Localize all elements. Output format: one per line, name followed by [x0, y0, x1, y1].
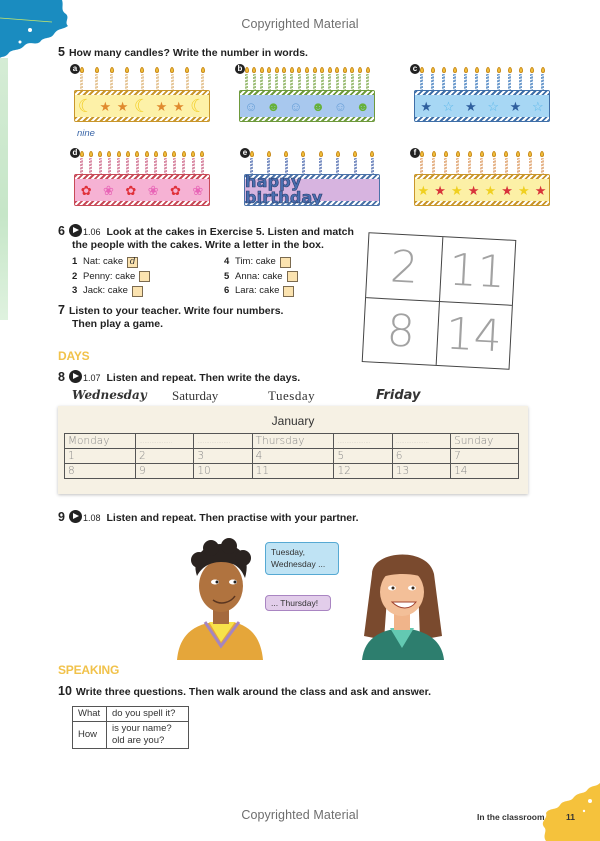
calendar-date: 14	[451, 464, 519, 479]
candle-icon	[171, 66, 174, 90]
boy-illustration	[175, 538, 265, 660]
cake-letter-label: a	[70, 64, 80, 74]
candles-row	[250, 150, 374, 174]
example-answer: nine	[77, 128, 95, 139]
calendar-card	[58, 406, 528, 494]
candle-icon	[283, 66, 286, 90]
bubble-text-line2: Wednesday ...	[271, 559, 326, 569]
question-row	[73, 722, 189, 749]
candle-icon	[328, 66, 331, 90]
question-ending: old are you?	[112, 735, 165, 746]
cake-c	[410, 64, 550, 126]
candle-icon	[164, 150, 167, 174]
grid-number: 8	[385, 304, 417, 358]
decoration-icon: ★	[484, 182, 497, 198]
calendar-week-row	[65, 464, 519, 479]
candle-icon	[420, 150, 423, 174]
candle-icon	[145, 150, 148, 174]
audio-track-number: 1.06	[82, 227, 101, 237]
cake-letter-label: b	[235, 64, 245, 74]
candle-icon	[154, 150, 157, 174]
item-number: 5	[224, 270, 230, 282]
cake-decoration	[415, 95, 549, 117]
item-label: Lara: cake	[235, 285, 280, 296]
decoration-icon: ✿	[80, 182, 92, 198]
candle-icon	[110, 66, 113, 90]
calendar-date: 2	[136, 449, 194, 464]
calendar-day-name: Monday	[65, 434, 136, 449]
candle-icon	[302, 150, 305, 174]
candle-icon	[80, 150, 83, 174]
answer-box[interactable]: d	[127, 257, 138, 268]
candle-icon	[468, 150, 471, 174]
calendar-day-blank[interactable]: ...................	[392, 434, 450, 449]
candle-icon	[156, 66, 159, 90]
candle-icon	[290, 66, 293, 90]
calendar-date: 11	[252, 464, 334, 479]
answer-box[interactable]	[139, 271, 150, 282]
candle-icon	[321, 66, 324, 90]
exercise-number: 10	[58, 684, 72, 698]
unit-title: In the classroom	[477, 812, 545, 822]
candle-icon	[260, 66, 263, 90]
cake-body	[74, 174, 210, 206]
grid-number: 2	[388, 240, 420, 294]
question-table	[72, 706, 189, 749]
item-label: Nat: cake	[83, 256, 124, 267]
cake-decoration	[75, 179, 209, 201]
match-list-right	[224, 255, 298, 299]
decoration-icon: ★	[518, 182, 530, 198]
exercise-instruction-line1: Listen to your teacher. Write four numbers.	[68, 305, 284, 317]
candle-icon	[313, 66, 316, 90]
candle-icon	[442, 66, 445, 90]
candle-icon	[319, 150, 322, 174]
decoration-icon: ☻	[311, 98, 325, 114]
item-label: Anna: cake	[235, 270, 283, 282]
decoration-icon: ❀	[192, 182, 204, 198]
copyright-footer: Copyrighted Material	[241, 808, 359, 822]
dialogue-illustration	[170, 530, 450, 660]
candle-icon	[480, 150, 483, 174]
exercise-7-title-line2: Then play a game.	[72, 318, 164, 330]
decoration-icon: ❀	[103, 182, 114, 198]
candle-icon	[250, 150, 253, 174]
item-number: 3	[72, 285, 78, 296]
calendar-month: January	[271, 414, 315, 428]
item-label: Tim: cake	[235, 256, 276, 267]
bubble-text-line1: Tuesday,	[271, 547, 306, 557]
candle-icon	[453, 66, 456, 90]
calendar-day-blank[interactable]: ...................	[194, 434, 252, 449]
calendar-date: 7	[451, 449, 519, 464]
match-list-left	[72, 255, 150, 299]
calendar-date: 9	[136, 464, 194, 479]
audio-play-icon[interactable]	[69, 510, 82, 523]
calendar-date: 5	[334, 449, 392, 464]
cake-letter-label: c	[410, 64, 420, 74]
decoration-icon: ★	[501, 182, 513, 198]
candle-icon	[141, 66, 144, 90]
candle-icon	[432, 150, 435, 174]
exercise-5-title	[58, 45, 308, 60]
grid-number: 11	[447, 244, 507, 298]
cake-body	[244, 174, 380, 206]
candle-icon	[497, 66, 500, 90]
speech-bubble-girl: ... Thursday!	[265, 595, 331, 611]
candle-icon	[493, 150, 496, 174]
candle-icon	[371, 150, 374, 174]
candle-icon	[267, 150, 270, 174]
calendar-date: 8	[65, 464, 136, 479]
candle-icon	[245, 66, 248, 90]
item-number: 2	[72, 270, 78, 282]
decoration-icon: ✿	[125, 182, 137, 198]
day-words	[72, 388, 432, 406]
question-word: How	[73, 722, 107, 749]
decoration-icon: ★	[420, 98, 432, 114]
candle-icon	[95, 66, 98, 90]
question-word: What	[73, 707, 107, 722]
cake-a	[70, 64, 210, 126]
decoration-icon: ★	[434, 182, 446, 198]
exercise-8-title	[58, 370, 300, 385]
copyright-header: Copyrighted Material	[241, 17, 359, 31]
decoration-icon: ★	[509, 98, 522, 114]
candle-icon	[519, 66, 522, 90]
match-item	[72, 270, 150, 285]
candle-icon	[80, 66, 83, 90]
candle-icon	[358, 66, 361, 90]
cake-letter-label: f	[410, 148, 420, 158]
candle-icon	[366, 66, 369, 90]
side-color-strip	[0, 58, 8, 320]
decoration-icon: ☻	[266, 98, 281, 114]
candle-icon	[108, 150, 111, 174]
exercise-number: 7	[58, 303, 65, 317]
item-number: 4	[224, 256, 230, 267]
question-ending: is your name?	[112, 723, 172, 734]
decoration-icon: ✿	[170, 182, 181, 198]
exercise-instruction: How many candles? Write the number in words.	[68, 47, 308, 59]
cake-decoration	[240, 95, 374, 117]
candle-icon	[253, 66, 256, 90]
exercise-9-title	[58, 510, 359, 525]
candle-icon	[182, 150, 185, 174]
candles-row	[420, 150, 544, 174]
cake-d	[70, 148, 210, 210]
decoration-icon: ❀	[147, 182, 159, 198]
question-row	[73, 707, 189, 722]
calendar-date: 10	[194, 464, 252, 479]
cake-body	[239, 90, 375, 122]
candle-icon	[486, 66, 489, 90]
candle-icon	[456, 150, 459, 174]
candle-icon	[529, 150, 532, 174]
candle-icon	[541, 150, 544, 174]
exercise-number: 8	[58, 370, 65, 384]
candle-icon	[268, 66, 271, 90]
decoration-icon: ★	[417, 182, 430, 198]
candle-icon	[351, 66, 354, 90]
item-label: Penny: cake	[83, 270, 136, 282]
candle-icon	[464, 66, 467, 90]
candle-icon	[343, 66, 346, 90]
candle-icon	[306, 66, 309, 90]
day-word: Saturday	[172, 388, 219, 403]
cake-body	[74, 90, 210, 122]
decoration-icon: ★	[534, 182, 547, 198]
decoration-icon: ★	[467, 182, 480, 198]
answer-box[interactable]	[132, 286, 143, 297]
answer-box[interactable]	[280, 257, 291, 268]
calendar-day-blank[interactable]: ...................	[334, 434, 392, 449]
candle-icon	[420, 66, 423, 90]
audio-track-number: 1.08	[82, 513, 101, 523]
candle-icon	[117, 150, 120, 174]
decoration-icon: ☆	[487, 98, 499, 114]
cake-letter-label: e	[240, 148, 250, 158]
cake-letter-label: d	[70, 148, 80, 158]
section-heading-days: DAYS	[58, 349, 90, 363]
question-ending: do you spell it?	[107, 707, 189, 722]
candle-icon	[192, 150, 195, 174]
exercise-6-title-line2: the people with the cakes. Write a letter in the box.	[72, 239, 324, 251]
calendar-date: 6	[392, 449, 450, 464]
day-word: Friday	[376, 388, 421, 403]
item-number: 6	[224, 285, 230, 296]
answer-box[interactable]	[287, 271, 298, 282]
candle-icon	[530, 66, 533, 90]
calendar-date: 13	[392, 464, 450, 479]
speech-bubble-boy	[265, 542, 339, 575]
cake-body	[414, 90, 550, 122]
exercise-number: 9	[58, 510, 65, 524]
decoration-icon: ☺	[333, 98, 348, 114]
decoration-icon: ☺	[289, 98, 303, 114]
calendar-date: 3	[194, 449, 252, 464]
match-item	[224, 255, 298, 270]
calendar-header-row	[65, 434, 519, 449]
candle-icon	[201, 66, 204, 90]
decoration-icon: ★	[155, 98, 168, 114]
day-word: Wednesday	[72, 388, 147, 402]
candle-icon	[285, 150, 288, 174]
audio-play-icon[interactable]	[69, 370, 82, 383]
candle-icon	[336, 66, 339, 90]
decoration-icon: ★	[451, 182, 463, 198]
cake-decoration	[245, 174, 379, 206]
candle-icon	[298, 66, 301, 90]
calendar-date: 1	[65, 449, 136, 464]
calendar-day-name: Thursday	[252, 434, 334, 449]
candle-icon	[99, 150, 102, 174]
candle-icon	[508, 66, 511, 90]
candle-icon	[517, 150, 520, 174]
candle-icon	[475, 66, 478, 90]
candle-icon	[201, 150, 204, 174]
cake-decoration	[75, 95, 209, 117]
cake-f	[410, 148, 550, 210]
grid-number: 14	[444, 307, 504, 362]
decoration-icon: ★	[116, 98, 129, 114]
number-grid	[362, 232, 517, 370]
candles-row	[80, 150, 204, 174]
candle-icon	[444, 150, 447, 174]
day-word: Tuesday	[268, 388, 316, 403]
match-item	[72, 255, 150, 270]
decoration-icon: ☆	[531, 98, 544, 114]
match-item	[72, 284, 150, 299]
exercise-instruction: Write three questions. Then walk around the class and ask and answer.	[75, 686, 432, 698]
decoration-icon: ☺	[244, 98, 258, 114]
exercise-10-title	[58, 684, 431, 699]
cake-text: happy birthday	[245, 174, 323, 206]
item-number: 1	[72, 256, 78, 267]
cake-e	[240, 148, 380, 210]
decoration-icon: ☾	[77, 96, 94, 116]
audio-track-number: 1.07	[82, 373, 101, 383]
candle-icon	[89, 150, 92, 174]
decoration-icon: ★	[464, 98, 477, 114]
candle-icon	[354, 150, 357, 174]
candle-icon	[186, 66, 189, 90]
calendar-date: 12	[334, 464, 392, 479]
section-heading-speaking: SPEAKING	[58, 663, 120, 677]
match-item	[224, 270, 298, 285]
exercise-instruction: Listen and repeat. Then write the days.	[106, 372, 301, 384]
cake-decoration	[415, 179, 549, 201]
candle-icon	[136, 150, 139, 174]
candle-icon	[275, 66, 278, 90]
item-label: Jack: cake	[83, 285, 128, 296]
decoration-icon: ★	[172, 98, 185, 114]
page-number: 11	[566, 812, 575, 822]
cake-body	[414, 174, 550, 206]
exercise-instruction-line1: Look at the cakes in Exercise 5. Listen and match	[106, 226, 354, 238]
calendar-date: 4	[252, 449, 334, 464]
question-endings	[107, 722, 189, 749]
decoration-icon: ★	[99, 98, 112, 114]
candle-icon	[541, 66, 544, 90]
exercise-6-title	[58, 224, 354, 239]
decoration-icon: ☻	[355, 98, 370, 114]
decoration-icon: ☆	[442, 98, 455, 114]
calendar-table	[64, 433, 519, 479]
candle-icon	[431, 66, 434, 90]
answer-box[interactable]	[283, 286, 294, 297]
candle-icon	[126, 150, 129, 174]
calendar-week-row	[65, 449, 519, 464]
exercise-number: 5	[58, 45, 65, 59]
candles-row	[420, 66, 544, 90]
girl-illustration	[358, 544, 448, 660]
candle-icon	[173, 150, 176, 174]
candle-icon	[505, 150, 508, 174]
calendar-day-name: Sunday	[451, 434, 519, 449]
calendar-day-blank[interactable]: ...................	[136, 434, 194, 449]
candle-icon	[125, 66, 128, 90]
decoration-icon: ☾	[190, 96, 207, 116]
decoration-icon: ☾	[133, 96, 151, 116]
match-item	[224, 284, 298, 299]
cake-b	[235, 64, 375, 126]
audio-play-icon[interactable]	[69, 224, 82, 237]
candles-row	[80, 66, 204, 90]
exercise-number: 6	[58, 224, 65, 238]
exercise-7-title	[58, 303, 283, 318]
candles-row	[245, 66, 369, 90]
candle-icon	[336, 150, 339, 174]
exercise-instruction: Listen and repeat. Then practise with your partner.	[106, 512, 359, 524]
